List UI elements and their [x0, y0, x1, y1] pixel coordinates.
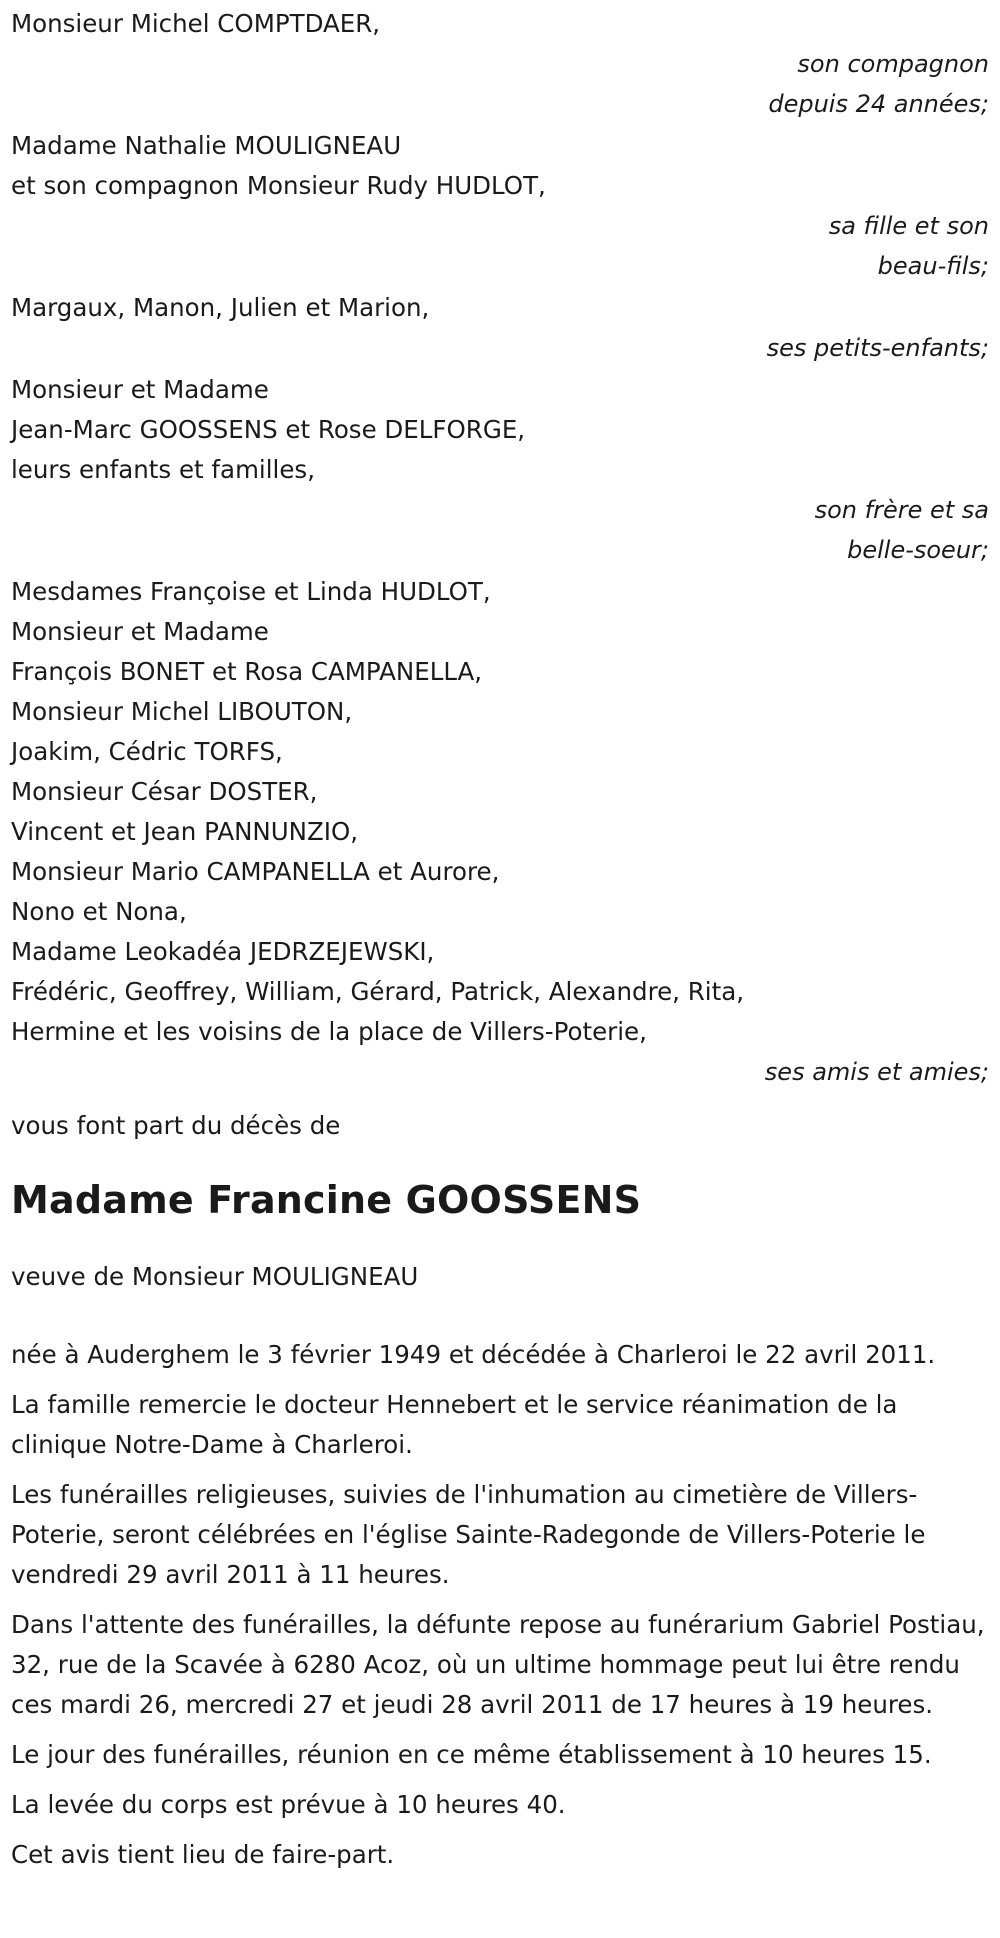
name-line: Monsieur et Madame: [11, 375, 269, 404]
name-line: Madame Nathalie MOULIGNEAU: [11, 131, 402, 160]
relationship-line: ses petits-enfants;: [766, 334, 989, 362]
name-line: Joakim, Cédric TORFS,: [11, 737, 283, 766]
family-names: [11, 572, 989, 1052]
name-line: Jean-Marc GOOSSENS et Rose DELFORGE,: [11, 415, 526, 444]
deceased-name: Madame Francine GOOSSENS: [11, 1178, 642, 1222]
family-names: [11, 370, 989, 490]
relationship-label: [11, 206, 989, 286]
family-group: [11, 288, 989, 368]
family-groups: [11, 4, 989, 1092]
notice-paragraphs: [11, 1335, 989, 1875]
family-group: [11, 370, 989, 570]
relationship-line: son frère et sa: [814, 496, 989, 524]
notice-paragraph: Dans l'attente des funérailles, la défunte repose au funérarium Gabriel Postiau, 32, rue de la Scavée à 6280 Acoz, où un ultime hommage peut lui être rendu ces mardi 26, mercredi 27 et jeudi 28 avril 2011 de 17 heures à 19 heures.: [11, 1610, 985, 1719]
name-line: Monsieur et Madame: [11, 617, 269, 646]
family-group: [11, 4, 989, 124]
relationship-line: depuis 24 années;: [768, 90, 989, 118]
notice-paragraph: Les funérailles religieuses, suivies de l'inhumation au cimetière de Villers-Poterie, seront célébrées en l'église Sainte-Radegonde de Villers-Poterie le vendredi 29 avril 2011 à 11 heures.: [11, 1480, 926, 1589]
relationship-line: sa fille et son: [828, 212, 989, 240]
name-line: Mesdames Françoise et Linda HUDLOT,: [11, 577, 491, 606]
name-line: François BONET et Rosa CAMPANELLA,: [11, 657, 483, 686]
relationship-line: belle-soeur;: [847, 536, 989, 564]
notice-paragraph: née à Auderghem le 3 février 1949 et décédée à Charleroi le 22 avril 2011.: [11, 1340, 936, 1369]
family-names: [11, 126, 989, 206]
notice-paragraph: La levée du corps est prévue à 10 heures 40.: [11, 1790, 566, 1819]
name-line: Margaux, Manon, Julien et Marion,: [11, 293, 430, 322]
notice-paragraph: La famille remercie le docteur Hennebert et le service réanimation de la clinique Notre-Dame à Charleroi.: [11, 1390, 898, 1459]
relationship-label: [11, 490, 989, 570]
family-names: [11, 4, 989, 44]
notice-paragraph: Cet avis tient lieu de faire-part.: [11, 1840, 395, 1869]
name-line: Nono et Nona,: [11, 897, 187, 926]
relationship-line: beau-fils;: [877, 252, 989, 280]
family-group: [11, 126, 989, 286]
family-group: [11, 572, 989, 1092]
name-line: Frédéric, Geoffrey, William, Gérard, Patrick, Alexandre, Rita,: [11, 977, 744, 1006]
name-line: Monsieur Michel COMPTDAER,: [11, 9, 381, 38]
name-line: Madame Leokadéa JEDRZEJEWSKI,: [11, 937, 435, 966]
relationship-label: [11, 328, 989, 368]
name-line: Monsieur Mario CAMPANELLA et Aurore,: [11, 857, 500, 886]
intro-line: vous font part du décès de: [11, 1111, 341, 1140]
name-line: Monsieur César DOSTER,: [11, 777, 318, 806]
death-notice: [11, 4, 989, 1885]
relationship-label: [11, 1052, 989, 1092]
relationship-line: son compagnon: [797, 50, 989, 78]
relationship-label: [11, 44, 989, 124]
widow-line: veuve de Monsieur MOULIGNEAU: [11, 1262, 419, 1291]
notice-paragraph: Le jour des funérailles, réunion en ce même établissement à 10 heures 15.: [11, 1740, 932, 1769]
name-line: Vincent et Jean PANNUNZIO,: [11, 817, 359, 846]
name-line: et son compagnon Monsieur Rudy HUDLOT,: [11, 171, 546, 200]
name-line: Monsieur Michel LIBOUTON,: [11, 697, 353, 726]
family-names: [11, 288, 989, 328]
name-line: Hermine et les voisins de la place de Villers-Poterie,: [11, 1017, 647, 1046]
relationship-line: ses amis et amies;: [764, 1058, 989, 1086]
name-line: leurs enfants et familles,: [11, 455, 315, 484]
